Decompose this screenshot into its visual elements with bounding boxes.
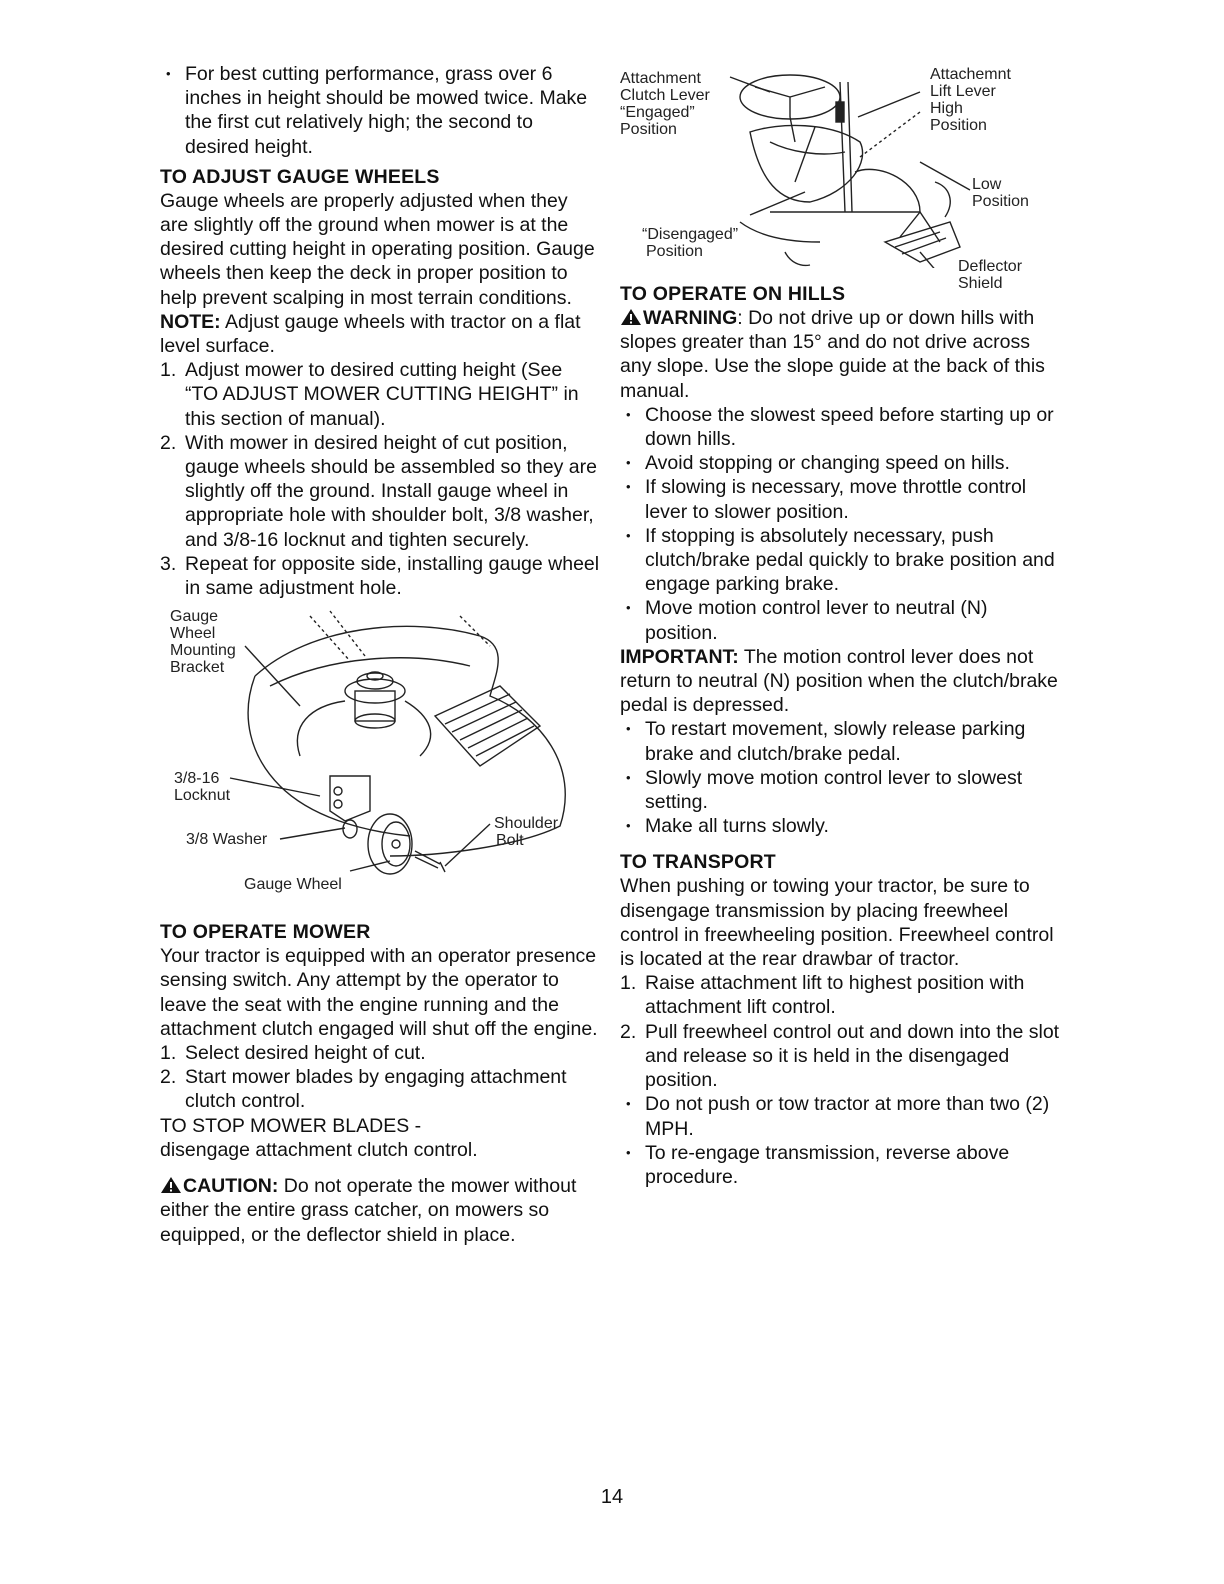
bracket-label	[170, 608, 236, 676]
label-line: Position	[930, 117, 987, 134]
restart-bullet: • Make all turns slowly.	[620, 814, 1065, 838]
restart-bullet: • To restart movement, slowly release parking brake and clutch/brake pedal.	[620, 717, 1065, 765]
shoulder-bolt-label	[494, 815, 558, 849]
stop-blades-line: TO STOP MOWER BLADES -	[160, 1114, 422, 1137]
gauge-note	[160, 310, 600, 358]
label-line: Attachemnt	[930, 66, 1011, 83]
label-line: Shield	[958, 275, 1003, 292]
note-text: Adjust gauge wheels with tractor on a flat level surface.	[160, 310, 581, 358]
caution-text: Do not operate the mower without either the entire grass catcher, on mowers so equipped, or the deflector shield in place.	[160, 1175, 577, 1246]
left-column	[160, 62, 600, 1247]
clutch-lever-label	[620, 70, 710, 138]
intro-bullet: • For best cutting performance, grass over 6 inches in height should be mowed twice. Make the first cut relatively high; the second to desired height.	[160, 62, 600, 159]
step-number: 1.	[620, 972, 637, 995]
caution-label: CAUTION:	[183, 1175, 279, 1198]
gauge-step	[160, 358, 600, 431]
operate-mower-heading: TO OPERATE MOWER	[160, 921, 371, 944]
locknut-label	[174, 770, 230, 804]
hills-list	[620, 403, 1065, 645]
deflector-shield-label	[958, 258, 1022, 292]
page-number: 14	[600, 1486, 624, 1508]
gauge-step	[160, 431, 600, 552]
step-text: Start mower blades by engaging attachment clutch control.	[185, 1066, 567, 1113]
warning-triangle-icon	[160, 1176, 182, 1194]
low-position-label	[972, 176, 1029, 210]
hills-bullet: • If slowing is necessary, move throttle control lever to slower position.	[620, 475, 1065, 523]
attachment-lever-figure	[620, 62, 1065, 292]
label-line: Mounting	[170, 642, 236, 660]
transport-step	[620, 971, 1065, 1019]
label-line: Position	[620, 121, 677, 138]
transport-list	[620, 1092, 1065, 1189]
step-number: 2.	[160, 431, 177, 454]
hills-bullet: • Move motion control lever to neutral (N) position.	[620, 596, 1065, 644]
label-line: Low	[972, 176, 1002, 193]
transport-bullet: • Do not push or tow tractor at more than two (2) MPH.	[620, 1092, 1065, 1140]
restart-list	[620, 717, 1065, 838]
step-text: Adjust mower to desired cutting height (See “TO ADJUST MOWER CUTTING HEIGHT” in this section of manual).	[185, 359, 579, 430]
transport-steps	[620, 971, 1065, 1092]
transport-step	[620, 1020, 1065, 1093]
label-line: Position	[972, 193, 1029, 210]
caution-paragraph	[160, 1174, 600, 1247]
disengaged-label	[642, 226, 738, 260]
label-line: “Disengaged”	[642, 226, 739, 243]
operate-mower-paragraph: Your tractor is equipped with an operator presence sensing switch. Any attempt by the operator to leave the seat with the engine running and the attachment clutch engaged will shut off the engine.	[160, 945, 598, 1040]
step-number: 2.	[620, 1020, 637, 1043]
step-number: 1.	[160, 359, 177, 382]
gauge-wheels-heading: TO ADJUST GAUGE WHEELS	[160, 165, 440, 188]
step-text: Select desired height of cut.	[185, 1042, 426, 1065]
note-label: NOTE:	[160, 310, 221, 333]
step-text: Repeat for opposite side, installing gauge wheel in same adjustment hole.	[185, 552, 600, 600]
gauge-wheels-paragraph: Gauge wheels are properly adjusted when they are slightly off the ground when mower is at the desired cutting height in operating position. Gauge wheels then keep the deck in proper position to help prevent scalping in most terrain conditions.	[160, 189, 595, 309]
important-text: The motion control lever does not return to neutral (N) position when the clutch/brake pedal is depressed.	[620, 645, 1058, 717]
step-number: 3.	[160, 552, 177, 575]
warning-label: WARNING	[643, 307, 738, 329]
mower-step	[160, 1065, 600, 1113]
step-text: Raise attachment lift to highest position with attachment lift control.	[645, 972, 1025, 1019]
gauge-step	[160, 552, 600, 600]
important-paragraph	[620, 645, 1065, 718]
label-line: Gauge	[170, 608, 219, 626]
step-number: 1.	[160, 1042, 177, 1065]
warning-paragraph	[620, 306, 1065, 403]
label-line: Position	[646, 243, 703, 260]
step-text: Pull freewheel control out and down into the slot and release so it is held in the disengaged position.	[645, 1020, 1060, 1092]
hills-bullet: • If stopping is absolutely necessary, push clutch/brake pedal quickly to brake position and engage parking brake.	[620, 524, 1065, 597]
mower-steps	[160, 1041, 600, 1114]
label-line: Bracket	[170, 659, 225, 677]
intro-list	[160, 62, 600, 159]
warning-triangle-icon	[620, 308, 642, 326]
label-line: Attachment	[620, 70, 701, 87]
transport-bullet: • To re-engage transmission, reverse above procedure.	[620, 1141, 1065, 1189]
restart-bullet: • Slowly move motion control lever to slowest setting.	[620, 766, 1065, 814]
label-line: Clutch Lever	[620, 87, 710, 104]
warning-text: : Do not drive up or down hills with slopes greater than 15° and do not drive across any slope. Use the slope guide at the back of this manual.	[620, 307, 1045, 402]
hills-bullet: • Avoid stopping or changing speed on hills.	[620, 451, 1065, 475]
washer-label: 3/8 Washer	[186, 831, 268, 849]
right-column	[620, 62, 1065, 1189]
hills-heading: TO OPERATE ON HILLS	[620, 283, 846, 305]
label-line: Wheel	[170, 625, 216, 643]
label-line: “Engaged”	[620, 104, 695, 121]
important-label: IMPORTANT:	[620, 645, 739, 668]
label-line: Shoulder	[494, 815, 559, 833]
gauge-steps	[160, 358, 600, 600]
hills-bullet: • Choose the slowest speed before starting up or down hills.	[620, 403, 1065, 451]
transport-heading: TO TRANSPORT	[620, 851, 776, 874]
label-line: Bolt	[496, 832, 524, 850]
label-line: 3/8-16	[174, 770, 220, 788]
label-line: Lift Lever	[930, 83, 996, 100]
label-line: High	[930, 100, 963, 117]
stop-blades-instruction: disengage attachment clutch control.	[160, 1138, 478, 1161]
step-number: 2.	[160, 1066, 177, 1089]
label-line: Locknut	[174, 787, 231, 805]
lift-lever-label	[930, 66, 1011, 134]
gauge-wheel-label: Gauge Wheel	[244, 876, 342, 894]
transport-paragraph: When pushing or towing your tractor, be sure to disengage transmission by placing freewheel control in freewheeling position. Freewheel control is located at the rear drawbar of tractor.	[620, 875, 1054, 971]
mower-step	[160, 1041, 600, 1065]
label-line: Deflector	[958, 258, 1023, 275]
gauge-wheel-figure	[160, 606, 600, 906]
step-text: With mower in desired height of cut position, gauge wheels should be assembled so they are slightly off the ground. Install gauge wheel in appropriate hole with shoulder bolt, 3/8 washer, and 3/8-16 locknut and tighten securely.	[185, 431, 597, 551]
